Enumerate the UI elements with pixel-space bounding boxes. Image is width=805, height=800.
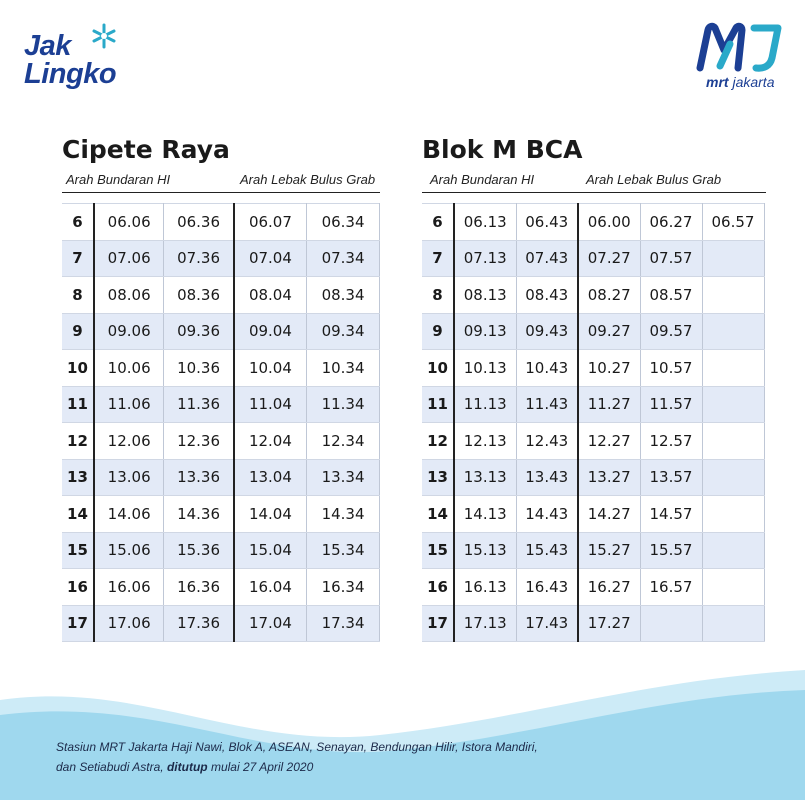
departure-time: 11.36 <box>164 386 234 423</box>
departure-time: 06.36 <box>164 204 234 241</box>
departure-time: 08.06 <box>94 277 164 314</box>
footnote-line-2 <box>56 757 756 777</box>
departure-time: 10.06 <box>94 350 164 387</box>
departure-time: 12.04 <box>234 423 307 460</box>
station-title: Blok M BCA <box>422 135 583 164</box>
hour-cell: 11 <box>62 386 94 423</box>
departure-time: 17.34 <box>307 605 380 642</box>
departure-time: 10.13 <box>454 350 516 387</box>
table-row <box>422 496 764 533</box>
departure-time: 16.13 <box>454 569 516 606</box>
table-row <box>62 350 380 387</box>
footnote-pre: dan Setiabudi Astra, <box>56 760 167 774</box>
table-row <box>62 240 380 277</box>
hour-cell: 9 <box>62 313 94 350</box>
departure-time <box>702 277 764 314</box>
table-row <box>62 605 380 642</box>
departure-time: 12.06 <box>94 423 164 460</box>
table-row <box>62 204 380 241</box>
departure-time: 07.04 <box>234 240 307 277</box>
departure-time: 10.36 <box>164 350 234 387</box>
departure-time: 14.36 <box>164 496 234 533</box>
departure-time: 13.36 <box>164 459 234 496</box>
hour-cell: 10 <box>422 350 454 387</box>
departure-time: 08.27 <box>578 277 640 314</box>
jaklingko-logo-text-1: Jak <box>24 30 71 62</box>
departure-time: 10.43 <box>516 350 578 387</box>
hour-cell: 17 <box>62 605 94 642</box>
departure-time: 09.43 <box>516 313 578 350</box>
direction-bundaran-hi: Arah Bundaran HI <box>66 172 171 187</box>
departure-time: 14.27 <box>578 496 640 533</box>
station-blok-m-bca <box>422 130 766 642</box>
hour-cell: 7 <box>422 240 454 277</box>
departure-time: 13.43 <box>516 459 578 496</box>
table-row <box>422 459 764 496</box>
mrt-jakarta-logo <box>694 22 784 102</box>
departure-time: 11.04 <box>234 386 307 423</box>
departure-time: 16.06 <box>94 569 164 606</box>
table-row <box>422 313 764 350</box>
departure-time: 11.57 <box>640 386 702 423</box>
hour-cell: 15 <box>422 532 454 569</box>
jaklingko-logo-text-2: Lingko <box>24 58 117 90</box>
departure-time: 15.36 <box>164 532 234 569</box>
departure-time: 07.34 <box>307 240 380 277</box>
departure-time: 15.43 <box>516 532 578 569</box>
hour-cell: 6 <box>62 204 94 241</box>
departure-time: 11.34 <box>307 386 380 423</box>
table-row <box>422 277 764 314</box>
departure-time: 08.34 <box>307 277 380 314</box>
mrt-jakarta-logo-text <box>706 74 774 90</box>
departure-time: 16.57 <box>640 569 702 606</box>
table-row <box>422 350 764 387</box>
departure-time <box>702 313 764 350</box>
mrt-mark-icon <box>694 22 784 72</box>
departure-time: 09.27 <box>578 313 640 350</box>
departure-time: 09.36 <box>164 313 234 350</box>
direction-header <box>422 170 766 193</box>
hour-cell: 16 <box>422 569 454 606</box>
departure-time: 10.57 <box>640 350 702 387</box>
departure-time: 09.57 <box>640 313 702 350</box>
departure-time: 08.13 <box>454 277 516 314</box>
departure-time <box>640 605 702 642</box>
departure-time: 16.34 <box>307 569 380 606</box>
departure-time: 15.04 <box>234 532 307 569</box>
departure-time: 17.43 <box>516 605 578 642</box>
departure-time: 06.13 <box>454 204 516 241</box>
departure-time: 07.43 <box>516 240 578 277</box>
departure-time: 17.13 <box>454 605 516 642</box>
departure-time: 16.36 <box>164 569 234 606</box>
direction-lebak-bulus: Arah Lebak Bulus Grab <box>586 172 722 187</box>
hour-cell: 11 <box>422 386 454 423</box>
departure-time: 09.04 <box>234 313 307 350</box>
hour-cell: 13 <box>422 459 454 496</box>
departure-time <box>702 569 764 606</box>
departure-time: 15.34 <box>307 532 380 569</box>
hour-cell: 10 <box>62 350 94 387</box>
hour-cell: 12 <box>422 423 454 460</box>
jaklingko-logo <box>24 22 134 102</box>
departure-time: 12.13 <box>454 423 516 460</box>
table-row <box>422 423 764 460</box>
schedule-table <box>422 203 765 642</box>
departure-time: 10.04 <box>234 350 307 387</box>
departure-time: 14.13 <box>454 496 516 533</box>
departure-time: 13.27 <box>578 459 640 496</box>
departure-time: 06.57 <box>702 204 764 241</box>
footnote <box>56 737 756 777</box>
departure-time: 07.06 <box>94 240 164 277</box>
direction-bundaran-hi: Arah Bundaran HI <box>430 172 535 187</box>
table-row <box>62 277 380 314</box>
departure-time: 14.06 <box>94 496 164 533</box>
footnote-closed: ditutup <box>166 760 208 774</box>
departure-time: 08.36 <box>164 277 234 314</box>
departure-time: 12.43 <box>516 423 578 460</box>
departure-time: 09.34 <box>307 313 380 350</box>
departure-time: 06.06 <box>94 204 164 241</box>
departure-time <box>702 496 764 533</box>
table-row <box>422 605 764 642</box>
departure-time: 11.27 <box>578 386 640 423</box>
departure-time: 08.57 <box>640 277 702 314</box>
table-row <box>62 459 380 496</box>
departure-time: 12.34 <box>307 423 380 460</box>
hour-cell: 7 <box>62 240 94 277</box>
departure-time: 12.27 <box>578 423 640 460</box>
departure-time: 11.43 <box>516 386 578 423</box>
departure-time <box>702 423 764 460</box>
departure-time: 16.27 <box>578 569 640 606</box>
departure-time: 17.04 <box>234 605 307 642</box>
hour-cell: 12 <box>62 423 94 460</box>
departure-time: 06.27 <box>640 204 702 241</box>
departure-time: 12.36 <box>164 423 234 460</box>
departure-time: 10.34 <box>307 350 380 387</box>
mrt-logo-rest: jakarta <box>732 74 775 90</box>
table-row <box>62 386 380 423</box>
departure-time: 08.04 <box>234 277 307 314</box>
departure-time: 10.27 <box>578 350 640 387</box>
departure-time: 15.13 <box>454 532 516 569</box>
departure-time <box>702 386 764 423</box>
table-row <box>62 532 380 569</box>
departure-time: 13.57 <box>640 459 702 496</box>
departure-time: 06.34 <box>307 204 380 241</box>
departure-time: 06.43 <box>516 204 578 241</box>
departure-time: 13.34 <box>307 459 380 496</box>
departure-time: 17.06 <box>94 605 164 642</box>
table-row <box>422 240 764 277</box>
departure-time <box>702 350 764 387</box>
footnote-post: mulai 27 April 2020 <box>207 760 314 774</box>
table-row <box>62 423 380 460</box>
hour-cell: 8 <box>422 277 454 314</box>
station-cipete-raya <box>62 130 380 642</box>
direction-header <box>62 170 380 193</box>
hour-cell: 8 <box>62 277 94 314</box>
departure-time: 07.36 <box>164 240 234 277</box>
hour-cell: 6 <box>422 204 454 241</box>
departure-time: 09.06 <box>94 313 164 350</box>
departure-time: 14.43 <box>516 496 578 533</box>
departure-time: 06.00 <box>578 204 640 241</box>
table-row <box>422 532 764 569</box>
departure-time: 07.13 <box>454 240 516 277</box>
hour-cell: 13 <box>62 459 94 496</box>
station-title: Cipete Raya <box>62 135 230 164</box>
hour-cell: 17 <box>422 605 454 642</box>
departure-time: 17.36 <box>164 605 234 642</box>
departure-time: 15.06 <box>94 532 164 569</box>
departure-time: 13.06 <box>94 459 164 496</box>
departure-time: 12.57 <box>640 423 702 460</box>
jaklingko-star-icon <box>90 22 118 50</box>
mrt-logo-bold: mrt <box>706 74 729 90</box>
hour-cell: 14 <box>62 496 94 533</box>
departure-time: 17.27 <box>578 605 640 642</box>
hour-cell: 16 <box>62 569 94 606</box>
departure-time: 15.27 <box>578 532 640 569</box>
departure-time <box>702 605 764 642</box>
departure-time: 14.34 <box>307 496 380 533</box>
departure-time: 13.04 <box>234 459 307 496</box>
departure-time <box>702 532 764 569</box>
departure-time: 15.57 <box>640 532 702 569</box>
departure-time: 08.43 <box>516 277 578 314</box>
departure-time: 07.57 <box>640 240 702 277</box>
departure-time: 14.04 <box>234 496 307 533</box>
table-row <box>62 313 380 350</box>
table-row <box>422 569 764 606</box>
hour-cell: 9 <box>422 313 454 350</box>
departure-time: 16.43 <box>516 569 578 606</box>
hour-cell: 14 <box>422 496 454 533</box>
table-row <box>422 386 764 423</box>
departure-time: 13.13 <box>454 459 516 496</box>
departure-time <box>702 240 764 277</box>
table-row <box>62 496 380 533</box>
departure-time <box>702 459 764 496</box>
schedule-table <box>62 203 380 642</box>
departure-time: 16.04 <box>234 569 307 606</box>
table-row <box>422 204 764 241</box>
hour-cell: 15 <box>62 532 94 569</box>
table-row <box>62 569 380 606</box>
departure-time: 09.13 <box>454 313 516 350</box>
departure-time: 11.13 <box>454 386 516 423</box>
direction-lebak-bulus: Arah Lebak Bulus Grab <box>240 172 376 187</box>
departure-time: 11.06 <box>94 386 164 423</box>
departure-time: 14.57 <box>640 496 702 533</box>
departure-time: 07.27 <box>578 240 640 277</box>
departure-time: 06.07 <box>234 204 307 241</box>
footnote-line-1: Stasiun MRT Jakarta Haji Nawi, Blok A, ASEAN, Senayan, Bendungan Hilir, Istora Mandiri, <box>56 740 538 754</box>
